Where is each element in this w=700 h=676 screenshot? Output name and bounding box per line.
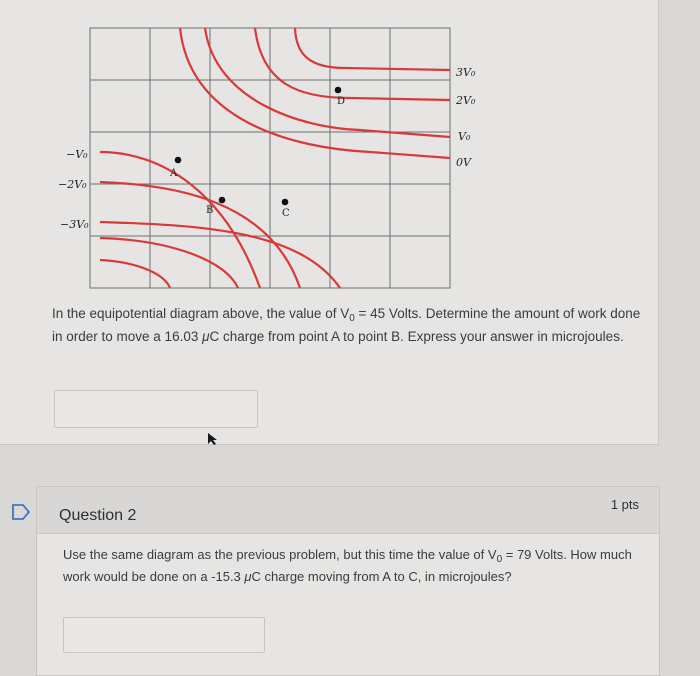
point-b: [219, 197, 226, 204]
equipotential-diagram: [0, 0, 700, 300]
q1-v0-subscript: 0: [349, 313, 355, 324]
point-a: [175, 157, 182, 164]
mouse-cursor-icon: [207, 432, 219, 446]
flag-question-icon[interactable]: [10, 502, 32, 522]
q2-text-part1: Use the same diagram as the previous problem, but this time the value of V: [63, 547, 497, 562]
point-d: [335, 87, 342, 94]
label-neg-2v0: −2V₀: [58, 178, 87, 191]
equipotential-neg-3v0: [100, 222, 340, 288]
question-2-header: [37, 487, 659, 534]
label-a: A: [170, 168, 178, 179]
equipotential-2v0: [255, 28, 450, 100]
label-d: D: [337, 96, 346, 107]
question-1-text: [52, 303, 652, 347]
question-2-text: [63, 545, 643, 587]
question-2-title: Question 2: [59, 507, 137, 524]
equipotential-lines: [100, 28, 450, 288]
q1-text-part1: In the equipotential diagram above, the value of V: [52, 306, 350, 321]
label-3v0: 3V₀: [456, 66, 476, 79]
question-2-points: 1 pts: [610, 497, 639, 512]
label-c: C: [282, 208, 290, 219]
q2-mu-symbol: μ: [244, 569, 252, 584]
equipotential-3v0: [295, 28, 450, 70]
equipotential-neg-v0: [100, 152, 260, 288]
label-neg-v0: −V₀: [66, 148, 88, 161]
label-v0: V₀: [458, 130, 471, 143]
label-2v0: 2V₀: [456, 94, 476, 107]
label-b: B: [206, 205, 214, 216]
question-1-answer-input[interactable]: [54, 390, 258, 428]
equipotential-v0: [205, 28, 450, 137]
equipotential-inner-2: [100, 260, 170, 288]
question-2-answer-input[interactable]: [63, 617, 265, 653]
q2-text-part2: = 79 Volts. How much work would be done on a -15.3: [63, 547, 632, 584]
label-neg-3v0: −3V₀: [60, 218, 89, 231]
point-c: [282, 199, 289, 206]
q1-text-part3: C charge from point A to point B. Express your answer in microjoules.: [209, 329, 624, 344]
q2-text-part3: C charge moving from A to C, in microjoules?: [251, 569, 512, 584]
q2-v0-subscript: 0: [496, 554, 503, 565]
q1-text-part2: = 45 Volts. Determine the amount of work done in order to move a 16.03: [52, 306, 641, 344]
label-0v: 0V: [456, 156, 471, 169]
question-2-card: [36, 486, 660, 676]
equipotential-0v: [180, 28, 450, 158]
q1-mu-symbol: μ: [202, 329, 210, 344]
